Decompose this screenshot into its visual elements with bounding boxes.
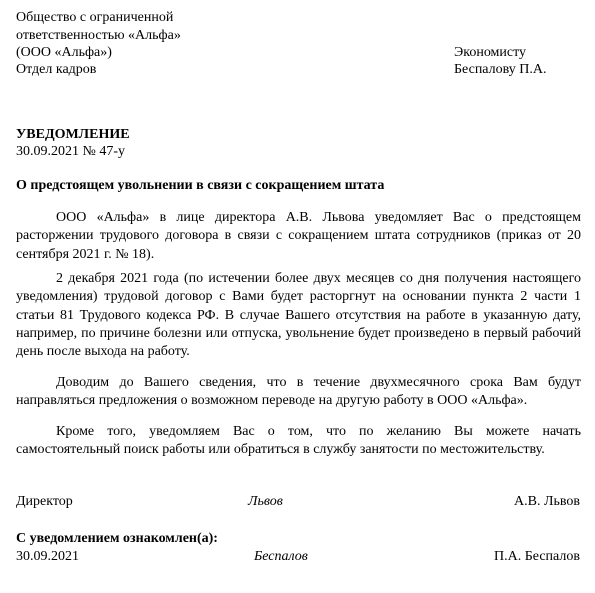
director-signature: Львов xyxy=(248,494,283,509)
signature-position: Директор xyxy=(16,494,73,509)
employee-name: П.А. Беспалов xyxy=(494,549,580,564)
document-type: УВЕДОМЛЕНИЕ xyxy=(16,127,130,142)
director-name: А.В. Львов xyxy=(514,494,580,509)
document-subject: О предстоящем увольнении в связи с сокращением штата xyxy=(16,178,385,193)
acknowledgment-label: С уведомлением ознакомлен(а): xyxy=(16,531,218,546)
recipient-position: Экономисту xyxy=(454,45,527,60)
employee-signature: Беспалов xyxy=(254,549,308,564)
body-paragraph-3: Доводим до Вашего сведения, что в течение двухмесячного срока Вам будут направляться предложения о возможном переводе на другую работу в ООО «Альфа». xyxy=(16,375,581,409)
document-date-number: 30.09.2021 № 47-у xyxy=(16,144,126,159)
body-paragraph-1: ООО «Альфа» в лице директора А.В. Львова уведомляет Вас о предстоящем расторжении трудового договора в связи с сокращением штата сотрудников (приказ от 20 сентября 2021 г. № 18). xyxy=(16,210,581,262)
sender-org-line1: Общество с ограниченной xyxy=(16,10,174,25)
body-paragraph-4: Кроме того, уведомляем Вас о том, что по желанию Вы можете начать самостоятельный поиск работы или обратиться в службу занятости по местожительству. xyxy=(16,424,581,458)
body-paragraph-2: 2 декабря 2021 года (по истечении более двух месяцев со дня получения настоящего уведомления) трудовой договор с Вами будет расторгнут на основании пункта 2 части 1 статьи 81 Трудового кодекса РФ. В случае Вашего отсутствия на работе в указанную дату, например, по причине болезни или отпуска, увольнение будет произведено в первый рабочий день после выхода на работу. xyxy=(16,271,581,360)
sender-org-short: (ООО «Альфа») xyxy=(16,45,112,60)
acknowledgment-date: 30.09.2021 xyxy=(16,549,79,564)
sender-department: Отдел кадров xyxy=(16,62,97,77)
recipient-name: Беспалову П.А. xyxy=(454,62,547,77)
sender-org-line2: ответственностью «Альфа» xyxy=(16,28,181,43)
